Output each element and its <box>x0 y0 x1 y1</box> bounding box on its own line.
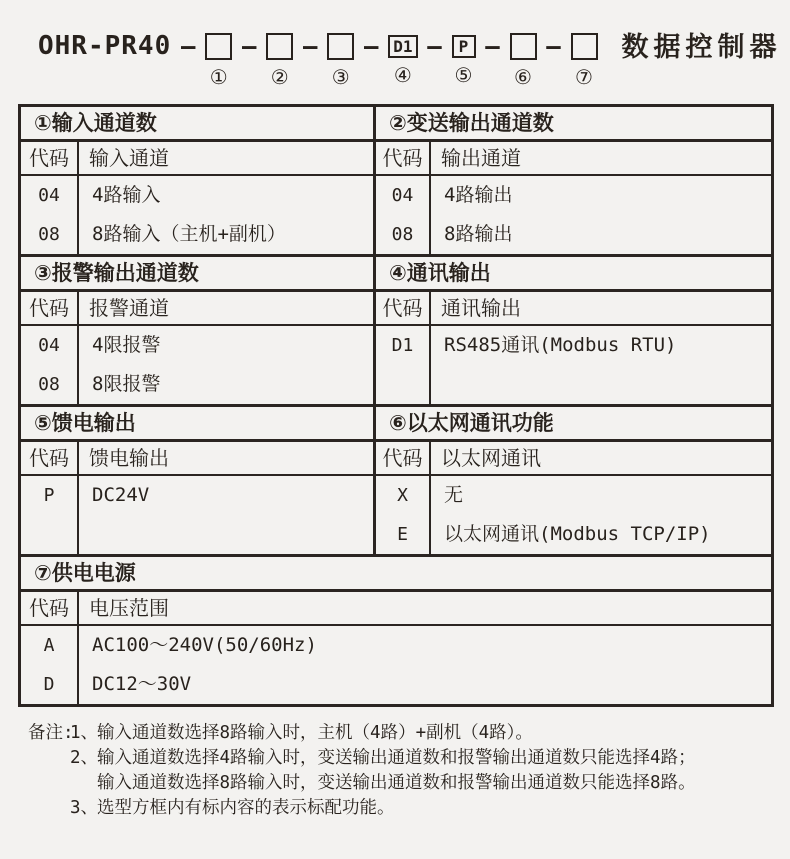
note-line: 输入通道数选择8路输入时，变送输出通道数和报警输出通道数只能选择8路。 <box>97 773 696 793</box>
desc-column <box>431 476 771 554</box>
model-slot-5 <box>452 33 476 85</box>
desc-cell: 8限报警 <box>92 373 161 395</box>
desc-cell: 4路输入 <box>92 184 161 206</box>
column-header-row <box>376 142 771 176</box>
model-box-1 <box>205 33 232 60</box>
note-text <box>97 796 395 821</box>
code-header: 代码 <box>21 442 79 474</box>
desc-cell: 8路输入（主机+副机） <box>92 223 286 245</box>
data-rows <box>376 476 771 554</box>
column-header-row <box>21 592 771 626</box>
code-header: 代码 <box>21 292 79 324</box>
desc-cell: 4路输出 <box>444 184 513 206</box>
code-column <box>376 176 431 254</box>
model-slot-4 <box>388 33 417 85</box>
code-column <box>21 326 79 404</box>
model-index-7: ⑦ <box>575 65 593 89</box>
model-dash-1: – <box>181 32 196 60</box>
code-cell: D1 <box>391 335 414 356</box>
code-cell: A <box>43 635 55 656</box>
code-header: 代码 <box>376 442 431 474</box>
desc-cell: 4限报警 <box>92 334 161 356</box>
model-number-line <box>0 0 790 87</box>
note-number: 1、 <box>70 723 99 743</box>
column-header-row <box>376 292 771 326</box>
desc-header: 输出通道 <box>441 146 521 170</box>
notes <box>28 721 790 821</box>
note-item-1 <box>28 721 790 746</box>
model-slot-1 <box>205 33 232 87</box>
model-index-5: ⑤ <box>454 63 473 87</box>
model-dash-4: – <box>364 32 379 60</box>
model-dash-7: – <box>546 32 561 60</box>
code-column <box>376 476 431 554</box>
desc-header: 输入通道 <box>89 146 169 170</box>
model-dash-2: – <box>242 32 257 60</box>
model-dash-3: – <box>303 32 318 60</box>
section-title: ⑤馈电输出 <box>21 407 373 442</box>
data-rows <box>376 176 771 254</box>
code-cell: 08 <box>391 224 414 245</box>
section-alarm-output-channels <box>21 257 376 404</box>
section-power-supply <box>21 557 771 704</box>
model-dash-6: – <box>485 32 500 60</box>
desc-column <box>79 476 373 554</box>
code-column <box>21 176 79 254</box>
note-line: 选型方框内有标内容的表示标配功能。 <box>97 798 395 818</box>
column-header-row <box>21 142 373 176</box>
desc-cell: RS485通讯(Modbus RTU) <box>444 334 677 356</box>
model-slot-3 <box>327 33 354 87</box>
note-text <box>97 721 533 746</box>
code-cell: X <box>397 485 408 506</box>
note-number: 3、 <box>70 798 99 818</box>
table-band-4 <box>21 554 771 704</box>
desc-header: 馈电输出 <box>89 446 169 470</box>
note-item-2 <box>28 746 790 796</box>
note-item-3 <box>28 796 790 821</box>
code-header: 代码 <box>21 142 79 174</box>
notes-label: 备注: <box>28 723 74 743</box>
column-header-row <box>21 442 373 476</box>
selection-table <box>18 104 774 707</box>
code-cell: 08 <box>38 224 60 245</box>
code-cell: E <box>397 524 408 545</box>
data-rows <box>376 326 771 404</box>
desc-column <box>79 176 373 254</box>
code-cell: 04 <box>391 185 414 206</box>
desc-cell: 以太网通讯(Modbus TCP/IP) <box>444 523 711 545</box>
code-column <box>376 326 431 404</box>
note-line: 输入通道数选择4路输入时，变送输出通道数和报警输出通道数只能选择4路； <box>97 748 696 768</box>
model-dash-5: – <box>427 32 442 60</box>
model-prefix: OHR-PR40 <box>38 31 172 61</box>
section-title: ⑥以太网通讯功能 <box>376 407 771 442</box>
model-slot-6 <box>510 33 537 87</box>
code-header: 代码 <box>21 592 79 624</box>
column-header-row <box>21 292 373 326</box>
desc-column <box>79 326 373 404</box>
model-index-2: ② <box>270 65 289 89</box>
desc-cell: 无 <box>444 484 464 506</box>
data-rows <box>21 626 771 704</box>
section-input-channels <box>21 107 376 254</box>
desc-header: 电压范围 <box>89 596 169 620</box>
model-box-2 <box>266 33 293 60</box>
data-rows <box>21 476 373 554</box>
table-band-1 <box>21 107 771 254</box>
code-header: 代码 <box>376 292 431 324</box>
code-cell: 04 <box>38 185 60 206</box>
code-column <box>21 626 79 704</box>
code-header: 代码 <box>376 142 431 174</box>
column-header-row <box>376 442 771 476</box>
model-index-3: ③ <box>331 65 350 89</box>
product-name: 数据控制器 <box>621 32 782 63</box>
table-band-2 <box>21 254 771 404</box>
section-title: ①输入通道数 <box>21 107 373 142</box>
section-power-feed-output <box>21 407 376 554</box>
model-slot-2 <box>266 33 293 87</box>
model-box-5: P <box>452 35 476 58</box>
desc-header: 通讯输出 <box>441 296 521 320</box>
desc-cell: 8路输出 <box>444 223 513 245</box>
code-cell: 04 <box>38 335 60 356</box>
code-cell: 08 <box>38 374 60 395</box>
desc-cell: DC12～30V <box>92 673 192 695</box>
section-ethernet-comm <box>376 407 771 554</box>
desc-header: 报警通道 <box>89 296 169 320</box>
desc-cell: DC24V <box>92 484 150 506</box>
note-line: 输入通道数选择8路输入时，主机（4路）+副机（4路）。 <box>97 723 533 743</box>
section-comm-output <box>376 257 771 404</box>
model-box-7 <box>571 33 598 60</box>
section-title: ⑦供电电源 <box>21 557 771 592</box>
model-index-1: ① <box>209 65 228 89</box>
data-rows <box>21 326 373 404</box>
table-band-3 <box>21 404 771 554</box>
desc-column <box>431 176 771 254</box>
code-cell: P <box>43 485 55 506</box>
desc-header: 以太网通讯 <box>441 446 541 470</box>
model-index-4: ④ <box>393 63 412 87</box>
model-slot-7 <box>571 33 598 87</box>
model-box-4: D1 <box>388 35 417 58</box>
data-rows <box>21 176 373 254</box>
model-box-3 <box>327 33 354 60</box>
desc-cell: AC100～240V(50/60Hz) <box>92 634 317 656</box>
note-text <box>97 746 696 796</box>
code-column <box>21 476 79 554</box>
model-box-6 <box>510 33 537 60</box>
section-title: ④通讯输出 <box>376 257 771 292</box>
section-transmit-output-channels <box>376 107 771 254</box>
code-cell: D <box>43 674 55 695</box>
model-index-6: ⑥ <box>514 65 532 89</box>
section-title: ③报警输出通道数 <box>21 257 373 292</box>
note-number: 2、 <box>70 748 99 768</box>
desc-column <box>79 626 771 704</box>
desc-column <box>431 326 771 404</box>
section-title: ②变送输出通道数 <box>376 107 771 142</box>
